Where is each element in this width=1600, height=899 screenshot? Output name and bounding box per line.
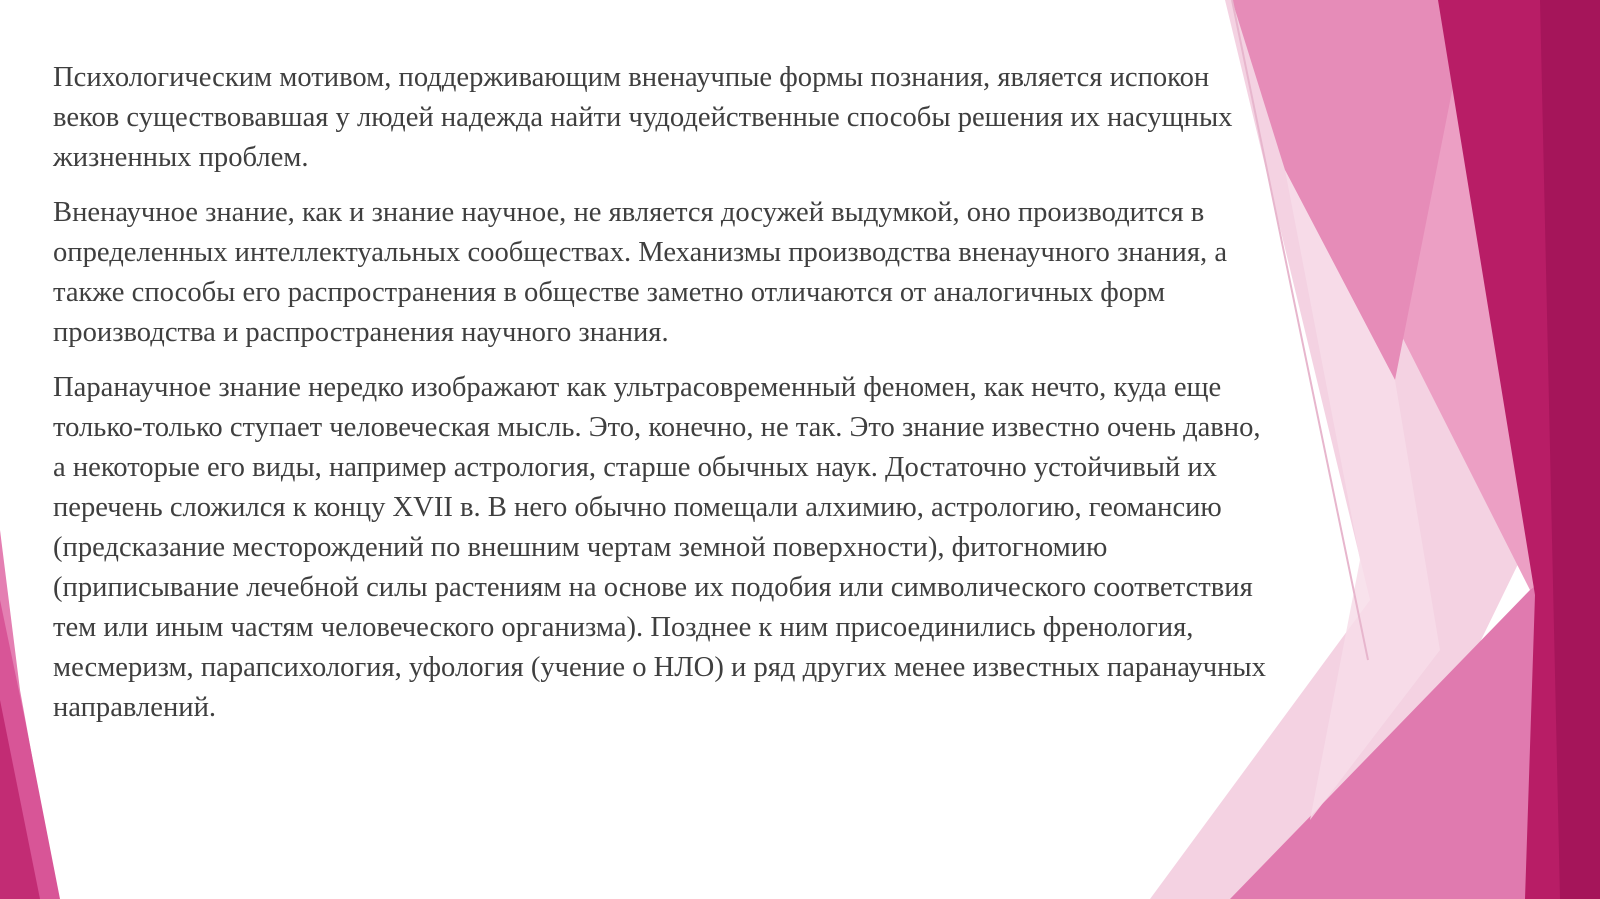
- paragraph-3: Паранаучное знание нередко изображают как ультрасовременный феномен, как нечто, куда еще только-только ступает человеческая мысль. Это, конечно, не так. Это знание известно очень давно, а некоторые его виды, например астрология, старше обычных наук. Достаточно устойчивый их перечень сложился к концу XVII в. В него обычно помещали алхимию, астрологию, геомансию (предсказание месторождений по внешним чертам земной поверхности), фитогномию (приписывание лечебной силы растениям на основе их подобия или символического соответствия тем или иным частям человеческого организма). Позднее к ним присоединились френология, месмеризм, парапсихология, уфология (учение о НЛО) и ряд других менее известных паранаучных направлений.: [53, 372, 1266, 723]
- paragraph-1: Психологическим мотивом, поддерживающим вненаучпые формы познания, является испокон веков существовавшая у людей надежда найти чудодейственные способы решения их насущных жизненных проблем.: [53, 62, 1233, 173]
- paragraph-2: Вненаучное знание, как и знание научное, не является досужей выдумкой, оно производится в определенных интеллектуальных сообществах. Механизмы производства вненаучного знания, а также способы его распространения в обществе заметно отличаются от аналогичных форм производства и распространения научного знания.: [53, 197, 1228, 348]
- slide-body-text: [53, 58, 1278, 743]
